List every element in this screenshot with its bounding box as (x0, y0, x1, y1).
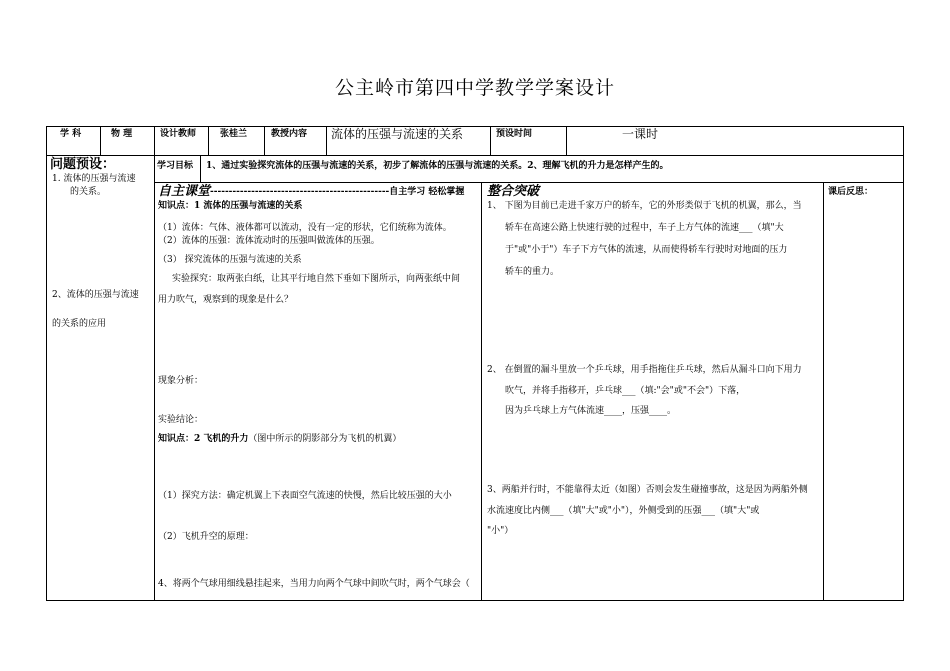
conclusion-label: 实验结论： (158, 415, 204, 425)
problem-2: 2、流体的压强与流速 (52, 290, 139, 300)
knowledge-point-2 (158, 433, 401, 446)
fluid-pressure: （2）流体的压强：流体流动时的压强叫做流体的压强。 (158, 236, 380, 246)
knowledge-point-2-title: 知识点：2 飞机的升力 (158, 434, 249, 444)
designer-value: 张桂兰 (220, 129, 248, 139)
content-label: 教授内容 (271, 129, 308, 139)
fluid-definition: （1）流体：气体、液体都可以流动，没有一定的形状，它们统称为流体。 (158, 223, 452, 233)
self-study-heading: 自主课堂 (158, 184, 211, 199)
question-1a: 1、 下图为目前已走进千家万户的轿车，它的外形类似于飞机的机翼，那么，当 (487, 201, 802, 211)
subject-label: 学 科 (60, 129, 82, 139)
goal-text: 1、通过实验探究流体的压强与流速的关系，初步了解流体的压强与流速的关系。2、理解飞机的升力是怎样产生的。 (206, 161, 669, 171)
lift-principle: （2）飞机升空的原理： (158, 532, 254, 542)
knowledge-point-2-note: （图中所示的阴影部分为飞机的机翼） (248, 434, 402, 444)
question-2a: 2、 在倒置的漏斗里放一个乒乓球，用手指拖住乒乓球，然后从漏斗口向下用力 (487, 365, 802, 375)
method-line: （1）探究方法：确定机翼上下表面空气流速的快慢，然后比较压强的大小 (158, 491, 452, 501)
experiment-2: 用力吹气，观察到的现象是什么？ (158, 295, 294, 305)
question-2c: 因为乒乓球上方气体流速____，压强____。 (505, 406, 677, 416)
question-1c: 于"或"小于"）车子下方气体的流速，从而使得轿车行驶时对地面的压力 (505, 245, 788, 255)
reflection-label: 课后反思： (828, 187, 874, 197)
question-3a: 3、两船并行时，不能靠得太近（如图）否则会发生碰撞事故，这是因为两船外侧 (487, 485, 808, 495)
explore-relation: （3） 探究流体的压强与流速的关系 (158, 255, 302, 265)
designer-label: 设计教师 (160, 129, 197, 139)
time-label: 预设时间 (496, 129, 533, 139)
problem-2b: 的关系的应用 (52, 319, 107, 329)
experiment-1: 实验探究：取两张白纸，让其平行地自然下垂如下图所示，向两张纸中间 (172, 274, 461, 284)
subject-value: 物 理 (111, 129, 133, 139)
question-1d: 轿车的重力。 (505, 267, 560, 277)
question-3b: 水流速度比内侧___（填"大"或"小"），外侧受到的压强___（填"大"或 (487, 506, 760, 516)
self-study-dashes: ------------------------------------------------自主学习 轻松掌握 (210, 187, 465, 197)
time-value: 一课时 (622, 127, 659, 141)
question-1b: 轿车在高速公路上快速行驶的过程中，车子上方气体的流速___（填"大 (505, 223, 784, 233)
integration-heading: 整合突破 (487, 184, 540, 199)
knowledge-point-1: 知识点：1 流体的压强与流速的关系 (158, 201, 303, 211)
problem-1: 1. 流体的压强与流速 (52, 174, 136, 184)
goal-label: 学习目标 (157, 161, 194, 171)
content-value: 流体的压强与流速的关系 (331, 127, 464, 141)
problem-heading: 问题预设： (50, 157, 116, 172)
balloon-question: 4、将两个气球用细线悬挂起来，当用力向两个气球中间吹气时，两个气球会（ (158, 579, 470, 589)
page-title: 公主岭市第四中学教学学案设计 (334, 77, 615, 99)
problem-1b: 的关系。 (70, 187, 107, 197)
question-3c: "小"） (487, 526, 514, 536)
phenomenon-label: 现象分析： (158, 376, 204, 386)
question-2b: 吹气，并将手指移开，乒乓球___（填:"会"或"不会"）下落， (505, 386, 746, 396)
